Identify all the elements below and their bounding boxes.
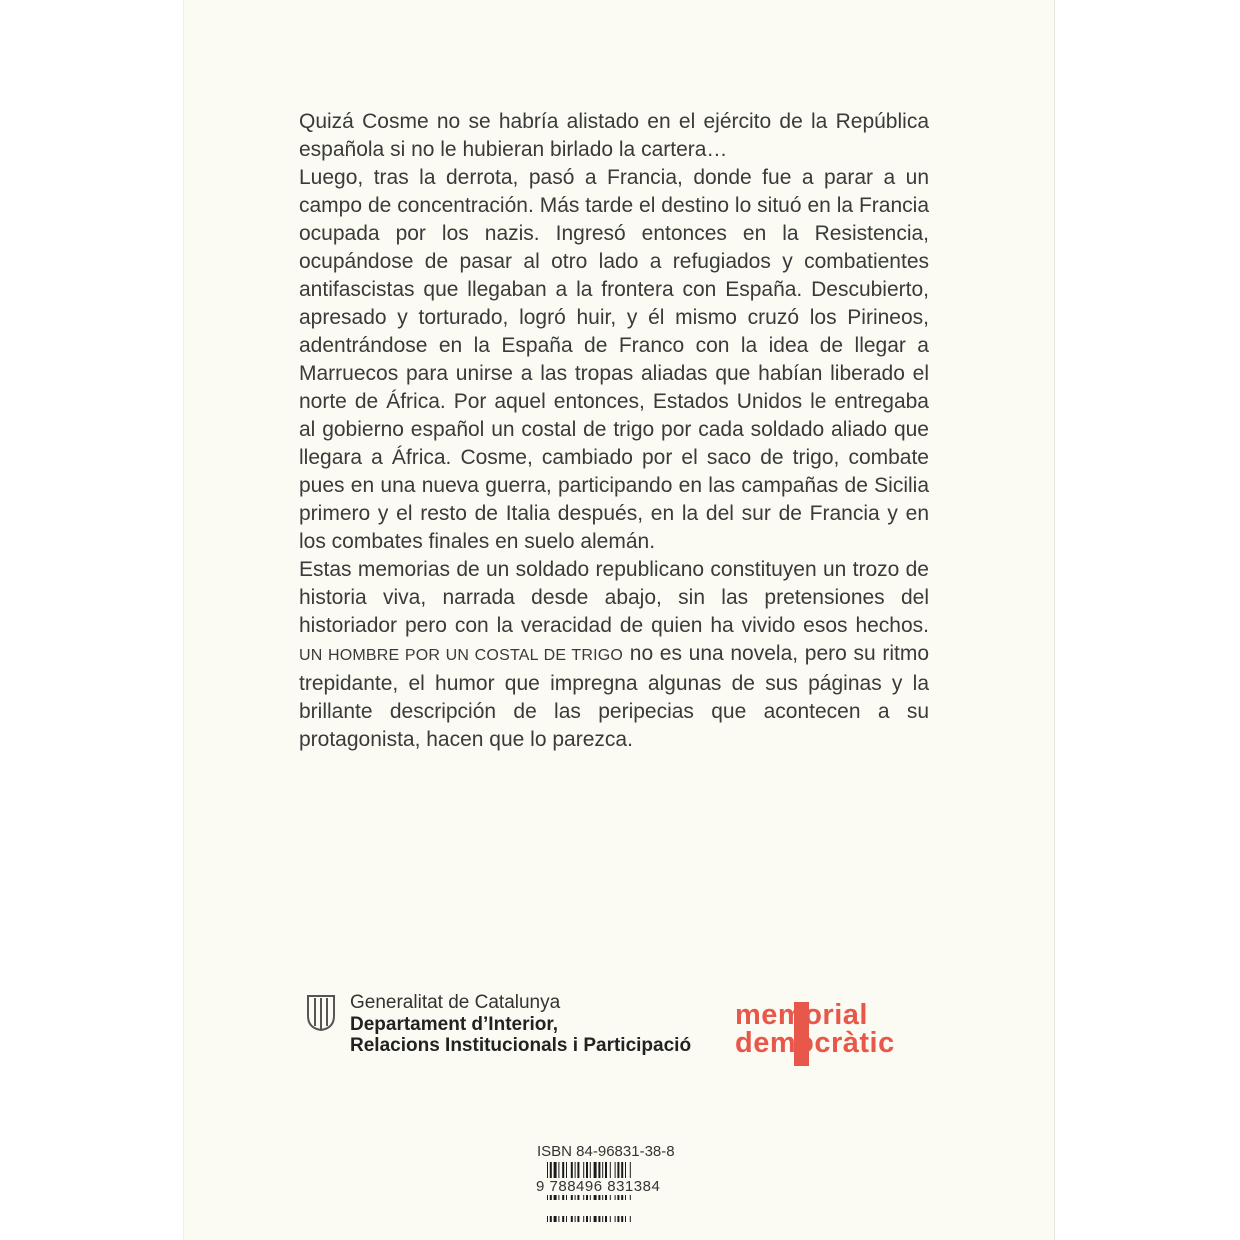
barcode-digits	[534, 1164, 662, 1195]
memorial-democratic-logo	[735, 998, 935, 1070]
book-title-small-caps: UN HOMBRE POR UN COSTAL DE TRIGO	[299, 647, 624, 664]
generalitat-senyera-icon	[304, 992, 338, 1032]
back-cover-blurb	[299, 108, 929, 754]
barcode-number: 9 788496 831384	[536, 1178, 661, 1195]
blurb-paragraph-3-start: Estas memorias de un soldado republicano constituyen un trozo de historia viva, narrada desde abajo, sin las pretensiones del historiador pero con la veracidad de quien ha vivido esos hechos.	[299, 558, 929, 637]
isbn-label: ISBN 84-96831-38-8	[537, 1143, 675, 1160]
generalitat-name: Generalitat de Catalunya	[350, 992, 561, 1013]
memorial-logo-word-2: democràtic	[735, 1027, 895, 1059]
blurb-paragraph-2: Luego, tras la derrota, pasó a Francia, donde fue a parar a un campo de concentración. Más tarde el destino lo situó en la Francia ocupada por los nazis. Ingresó entonces en la Resistencia, ocupándose de pasar al otro lado a refugiados y combatientes antifascistas que llegaban a la frontera con España. Descubierto, apresado y torturado, logró huir, y él mismo cruzó los Pirineos, adentrándose en la España de Franco con la idea de llegar a Marruecos para unirse a las tropas aliadas que habían liberado el norte de África. Por aquel entonces, Estados Unidos le entregaba al gobierno español un costal de trigo por cada soldado aliado que llegara a África. Cosme, cambiado por el saco de trigo, combate pues en una nueva guerra, participando en las campañas de Sicilia primero y el resto de Italia después, en la del sur de Francia y en los combates finales en suelo alemán.	[299, 166, 929, 553]
department-name-line-1: Departament d’Interior,	[350, 1014, 558, 1035]
department-name-line-2: Relacions Institucionals i Participació	[350, 1035, 692, 1056]
blurb-paragraph-1: Quizá Cosme no se habría alistado en el ejército de la República española si no le hubieran birlado la cartera…	[299, 110, 929, 161]
blurb-paragraph-3	[299, 556, 929, 754]
blurb-paragraph-3-end: no es una novela, pero su ritmo trepidante, el humor que impregna algunas de sus páginas y la brillante descripción de las peripecias que acontecen a su protagonista, hacen que lo parezca.	[299, 642, 930, 751]
memorial-logo-word-1: memorial	[735, 999, 868, 1031]
